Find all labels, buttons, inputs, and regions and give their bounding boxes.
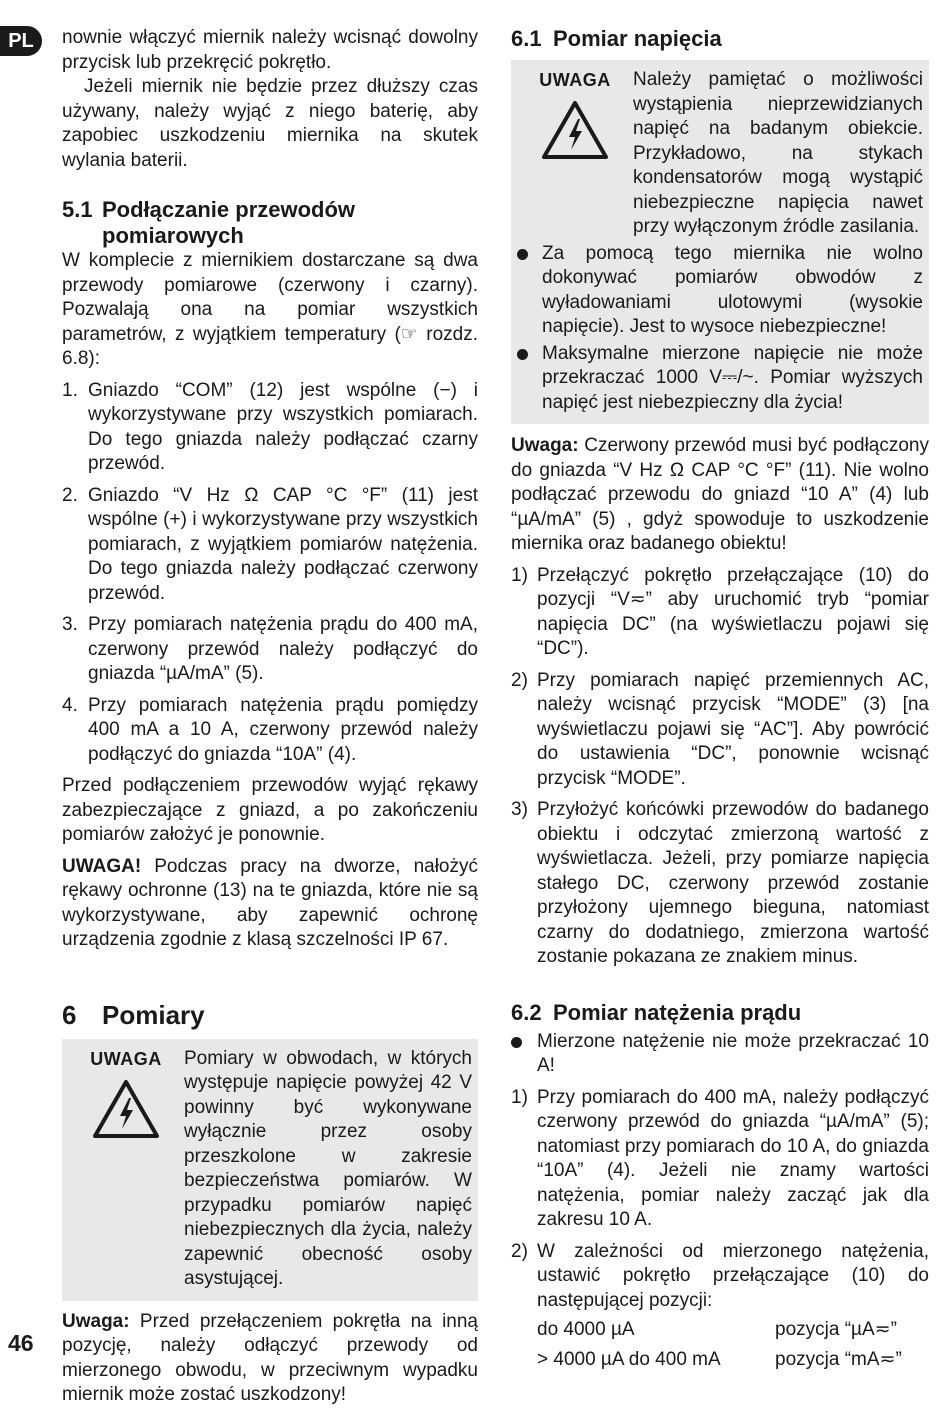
list-text: Przy pomiarach natężenia prądu pomiędzy 400 mA a 10 A, czerwony przewód należy podłączyć do gniazda “10A” (4). <box>88 694 478 765</box>
section-title: Podłączanie przewodów <box>102 197 356 222</box>
list-number: 3. <box>62 614 78 635</box>
list-item <box>62 694 478 768</box>
step-number: 1) <box>511 1086 528 1108</box>
note-label: Uwaga: <box>62 1310 130 1332</box>
list-text: Gniazdo “COM” (12) jest wspólne (−) i wykorzystywane przy wszystkich pomiarach. Do tego gniazda należy podłączać czarny przewód. <box>88 379 478 474</box>
page-number: 46 <box>8 1330 34 1356</box>
section-6-1-heading <box>511 26 929 52</box>
section-title: Pomiar natężenia prądu <box>553 999 802 1025</box>
warning-bullet <box>517 242 923 340</box>
step-number: 2) <box>511 669 528 691</box>
step-number: 2) <box>511 1240 528 1262</box>
warning-text: Należy pamiętać o możliwości wystąpienia nieprzewidzianych napięć na badanym obiekcie. Przykładowo, na stykach kondensatorów mogą wystąpić niebezpieczne napięcia nawet przy wyłączonym źródle zasilania. <box>633 69 923 237</box>
right-column <box>511 26 929 1375</box>
language-badge: PL <box>0 26 42 56</box>
switch-note <box>62 1310 478 1408</box>
section-number: 6.2 <box>511 999 542 1025</box>
range-cell: > 4000 µA do 400 mA <box>537 1349 721 1370</box>
warning-bullet <box>517 342 923 416</box>
table-row <box>537 1345 929 1375</box>
step-text: W zależności od mierzonego natężenia, ustawić pokrętło przełączające (10) do następującej pozycji: <box>537 1240 929 1311</box>
range-table <box>511 1315 929 1375</box>
bullet-text: Mierzone natężenie nie może przekraczać 10 A! <box>537 1030 929 1076</box>
section-title-cont: pomiarowych <box>102 223 244 248</box>
outdoor-warning-paragraph <box>62 855 478 953</box>
section-5-1-heading <box>62 197 478 249</box>
section-number: 6.1 <box>511 26 542 51</box>
section-title: Pomiar napięcia <box>553 26 722 51</box>
warning-side <box>68 1047 184 1292</box>
step-item <box>511 564 929 662</box>
step-number: 1) <box>511 564 528 586</box>
warning-box <box>511 60 929 424</box>
left-column <box>62 26 478 1408</box>
warning-top <box>517 68 923 240</box>
warning-side <box>517 68 633 240</box>
step-number: 3) <box>511 799 528 820</box>
list-text: Gniazdo “V Hz Ω CAP °C °F” (11) jest wspólne (+) i wykorzystywane przy wszystkich pomiarach, z wyjątkiem pomiarów natężenia. Do tego gniazda należy podłączać czerwony przewód. <box>88 484 478 604</box>
high-voltage-warning-icon <box>92 1079 160 1139</box>
table-row <box>537 1315 929 1345</box>
step-item <box>511 798 929 970</box>
warning-title: UWAGA <box>90 1048 162 1069</box>
uwaga-label: UWAGA! <box>62 855 142 877</box>
list-number: 4. <box>62 694 78 716</box>
step-item <box>511 669 929 792</box>
section-6-heading <box>62 999 478 1031</box>
note-label: Uwaga: <box>511 435 579 456</box>
sleeves-paragraph: Przed podłączeniem przewodów wyjąć rękawy zabezpieczające z gniazd, a po zakończeniu pomiarów założyć je ponownie. <box>62 775 478 845</box>
list-text: Przy pomiarach natężenia prądu do 400 mA, czerwony przewód należy podłączyć do gniazda “µA/mA” (5). <box>88 614 478 684</box>
list-number: 1. <box>62 379 78 401</box>
position-cell: pozycja “mA≂” <box>775 1349 902 1370</box>
leads-paragraph: W komplecie z miernikiem dostarczane są dwa przewody pomiarowe (czerwony i czarny). Pozwalają ona na pomiar wszystkich parametrów, z wyjątkiem temperatury (☞ rozdz. 6.8): <box>62 250 478 369</box>
section-number: 6 <box>62 999 77 1030</box>
list-number: 2. <box>62 484 78 506</box>
warning-text: Pomiary w obwodach, w których występuje napięcie powyżej 42 V powinny być wykonywane wyłącznie przez osoby przeszkolone w zakresie bezpieczeństwa pomiarów. W przypadku pomiarów napięć niebezpiecznych dla życia, należy zapewnić obecność osoby asystującej. <box>184 1047 472 1289</box>
bullet-text: Maksymalne mierzone napięcie nie może przekraczać 1000 V⎓/~. Pomiar wyższych napięć jest niebezpieczny dla życia! <box>542 342 923 413</box>
section-6-2-heading <box>511 1000 929 1026</box>
section-title: Pomiary <box>102 999 205 1030</box>
warning-title: UWAGA <box>539 70 611 90</box>
list-item <box>62 484 478 607</box>
range-cell: do 4000 µA <box>537 1319 635 1340</box>
step-item <box>511 1086 929 1233</box>
bullet-mark <box>517 242 542 340</box>
list-item <box>62 379 478 477</box>
list-item <box>62 613 478 687</box>
uwaga-text: Podczas pracy na dworze, nałożyć rękawy ochronne (13) na te gniazda, które nie są wykorzystywane, aby zapewnić ochronę urządzenia zgodnie z klasą szczelności IP 67. <box>62 855 478 950</box>
intro-paragraph: nownie włączyć miernik należy wcisnąć dowolny przycisk lub przekręcić pokrętło. <box>62 27 478 73</box>
bullet-text: Za pomocą tego miernika nie wolno dokonywać pomiarów obwodów z wyładowaniami ulotowymi (wysokie napięcie). Jest to wysoce niebezpieczne! <box>542 242 923 337</box>
note-text: Przed przełączeniem pokrętła na inną pozycję, należy odłączyć przewody od mierzonego obwodu, w przeciwnym wypadku miernik może zostać uszkodzony! <box>62 1310 478 1405</box>
step-text: Przy pomiarach napięć przemiennych AC, należy wcisnąć przycisk “MODE” (3) [na wyświetlaczu pojawi się “AC”]. Aby powrócić do ustawienia “DC”, ponownie wcisnąć przycisk “MODE”. <box>537 669 929 789</box>
step-item <box>511 1240 929 1314</box>
step-text: Przyłożyć końcówki przewodów do badanego obiektu i odczytać zmierzoną wartość z wyświetlacza. Jeżeli, przy pomiarze napięcia stałego DC, czerwony przewód zostanie przyłożony ujemnego bieguna, natomiast czarny do dodatniego, zmierzona wartość zostanie pokazana ze znakiem minus. <box>537 799 929 967</box>
warning-box <box>62 1039 478 1301</box>
high-voltage-warning-icon <box>541 100 609 160</box>
step-text: Przełączyć pokrętło przełączające (10) do pozycji “V≂” aby uruchomić tryb “pomiar napięcia DC” (na wyświetlaczu pojawi się “DC”). <box>537 564 929 659</box>
section-number: 5.1 <box>62 197 93 222</box>
bullet-mark <box>517 342 542 416</box>
red-lead-note <box>511 434 929 557</box>
step-text: Przy pomiarach do 400 mA, należy podłączyć czerwony przewód do gniazda “µA/mA” (5); natomiast przy pomiarach do 10 A, do gniazda “10A” (4). Jeżeli nie znamy wartości natężenia, pomiar należy zacząć jak dla zakresu 10 A. <box>537 1086 929 1230</box>
bullet-mark <box>511 1030 537 1079</box>
bullet-item <box>511 1030 929 1079</box>
position-cell: pozycja “µA≂” <box>775 1319 897 1340</box>
note-text: Czerwony przewód musi być podłączony do gniazda “V Hz Ω CAP °C °F” (11). Nie wolno podłączać przewodu do gniazd “10 A” (4) lub “µA/mA” (5) , gdyż spowoduje to uszkodzenie miernika oraz badanego obiektu! <box>511 435 929 554</box>
battery-paragraph: Jeżeli miernik nie będzie przez dłuższy czas używany, należy wyjąć z niego baterię, aby zapobiec uszkodzeniu miernika na skutek wylania baterii. <box>62 76 478 171</box>
